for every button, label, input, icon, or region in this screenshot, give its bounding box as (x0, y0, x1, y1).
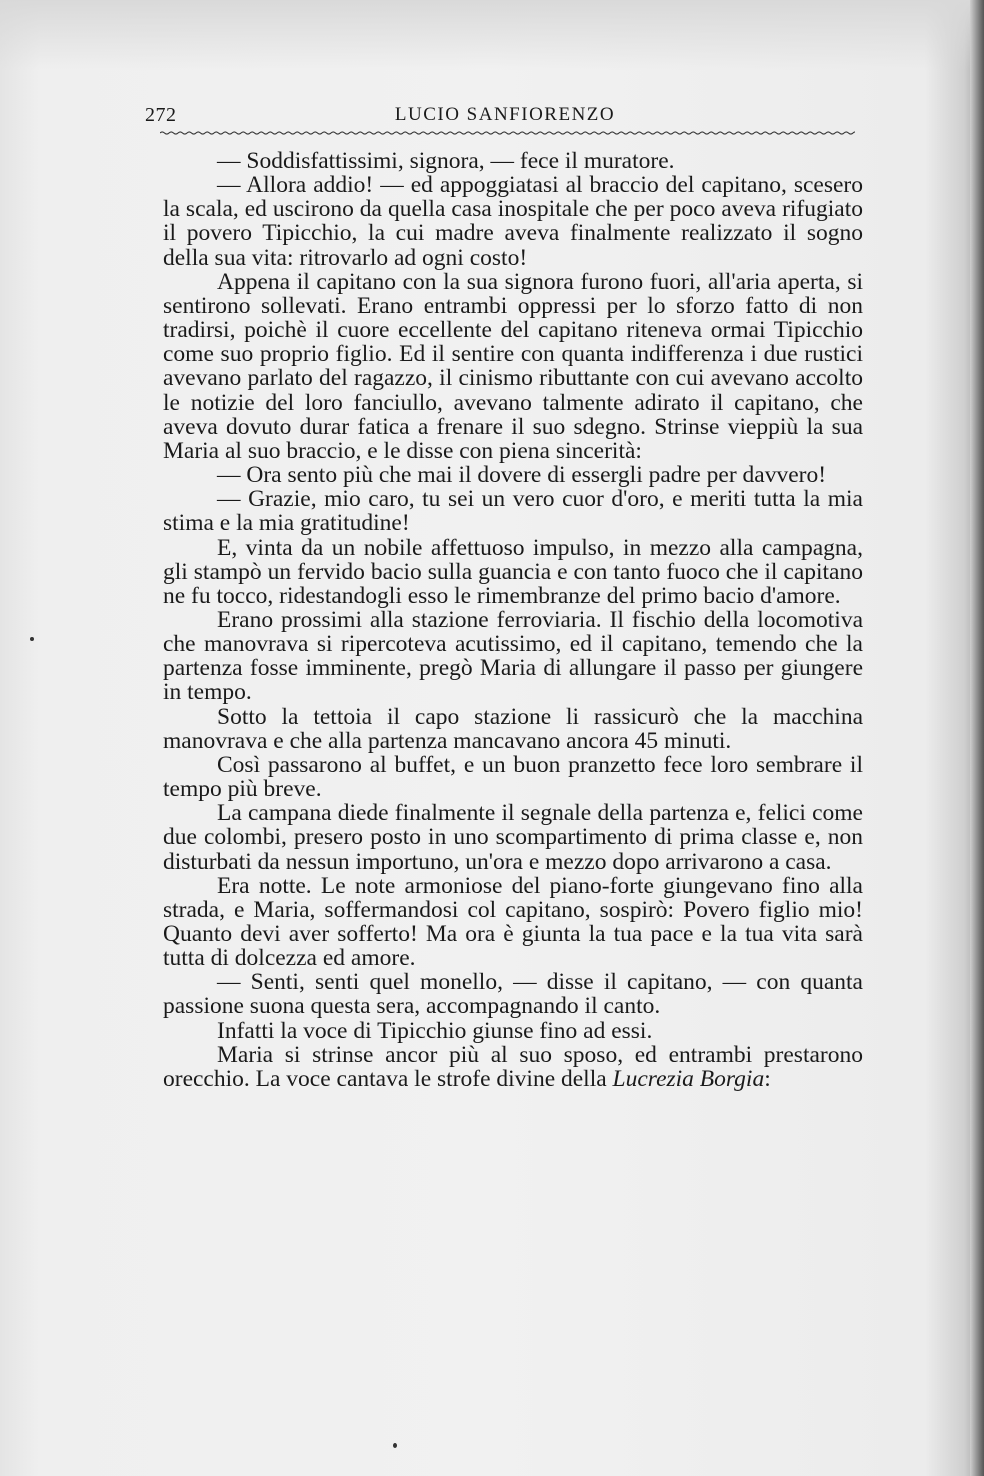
body-text (163, 149, 863, 1091)
running-title: LUCIO SANFIORENZO (394, 104, 616, 125)
paragraph: — Ora sento più che mai il dovere di essergli padre per davvero! (217, 462, 827, 489)
paragraph: — Grazie, mio caro, tu sei un vero cuor d'oro, e meriti tutta la mia stima e la mia gratitudine! (163, 486, 863, 537)
paragraph: Era notte. Le note armoniose del piano-forte giungevano fino alla strada, e Maria, soffermandosi col capitano, sospirò: Povero figlio mio! Quanto devi aver sofferto! Ma ora è giunta la tua pace e la tua vita sarà tutta di dolcezza ed amore. (163, 872, 863, 972)
paragraph: — Allora addio! — ed appoggiatasi al braccio del capitano, scesero la scala, ed uscirono da quella casa inospitale che per poco aveva rifugiato il povero Tipicchio, la cui madre aveva finalmente realizzato il sogno della sua vita: ritrovarlo ad ogni costo! (163, 172, 863, 271)
paragraph: Appena il capitano con la sua signora furono fuori, all'aria aperta, si sentirono sollevati. Erano entrambi oppressi per lo sforzo fatto di non tradirsi, poichè il cuore eccellente del capitano riteneva ormai Tipicchio come suo proprio figlio. Ed il sentire con quanta indifferenza i due rustici avevano parlato del ragazzo, il cinismo ributtante con cui avevano accolto le notizie del loro fanciullo, avevano talmente adirato il capitano, che aveva dovuto durar fatica a frenare il suo sdegno. Strinse vieppiù la sua Maria al suo braccio, e le disse con piena sincerità: (163, 268, 863, 464)
page-number: 272 (145, 104, 177, 126)
paragraph (163, 1043, 863, 1091)
paragraph: Infatti la voce di Tipicchio giunse fino ad essi. (217, 1017, 653, 1044)
scan-speck (393, 1443, 397, 1448)
paragraph: Sotto la tettoia il capo stazione li rassicurò che la macchina manovrava e che alla partenza mancavano ancora 45 minuti. (163, 703, 863, 754)
paragraph-colon: : (764, 1065, 771, 1092)
scan-shadow (0, 0, 984, 70)
scan-speck (30, 637, 34, 641)
paragraph: Così passarono al buffet, e un buon pranzetto fece loro sembrare il tempo più breve. (163, 751, 863, 803)
paragraph: — Senti, senti quel monello, — disse il capitano, — con quanta passione suona questa sera, accompagnando il canto. (163, 969, 863, 1020)
wavy-rule (160, 129, 855, 137)
paragraph-text: Maria si strinse ancor più al suo sposo, ed entrambi prestarono orecchio. La voce cantava le strofe divine della (163, 1041, 863, 1092)
page-edge (970, 0, 984, 1476)
paragraph: Erano prossimi alla stazione ferroviaria. Il fischio della locomotiva che manovrava si ripercoteva acutissimo, ed il capitano, temendo che la partenza fosse imminente, pregò Maria di allungare il passo per giungere in tempo. (163, 606, 863, 706)
opera-title: Lucrezia Borgia (612, 1065, 765, 1092)
paragraph: E, vinta da un nobile affettuoso impulso, in mezzo alla campagna, gli stampò un fervido bacio sulla guancia e con tanto fuoco che il capitano ne fu tocco, ridestandogli esso le rimembranze del primo bacio d'amore. (163, 534, 863, 609)
paragraph: La campana diede finalmente il segnale della partenza e, felici come due colombi, presero posto in uno scompartimento di prima classe e, non disturbati da nessun importuno, un'ora e mezzo dopo arrivarono a casa. (163, 800, 863, 875)
paragraph: — Soddisfattissimi, signora, — fece il muratore. (217, 148, 675, 174)
